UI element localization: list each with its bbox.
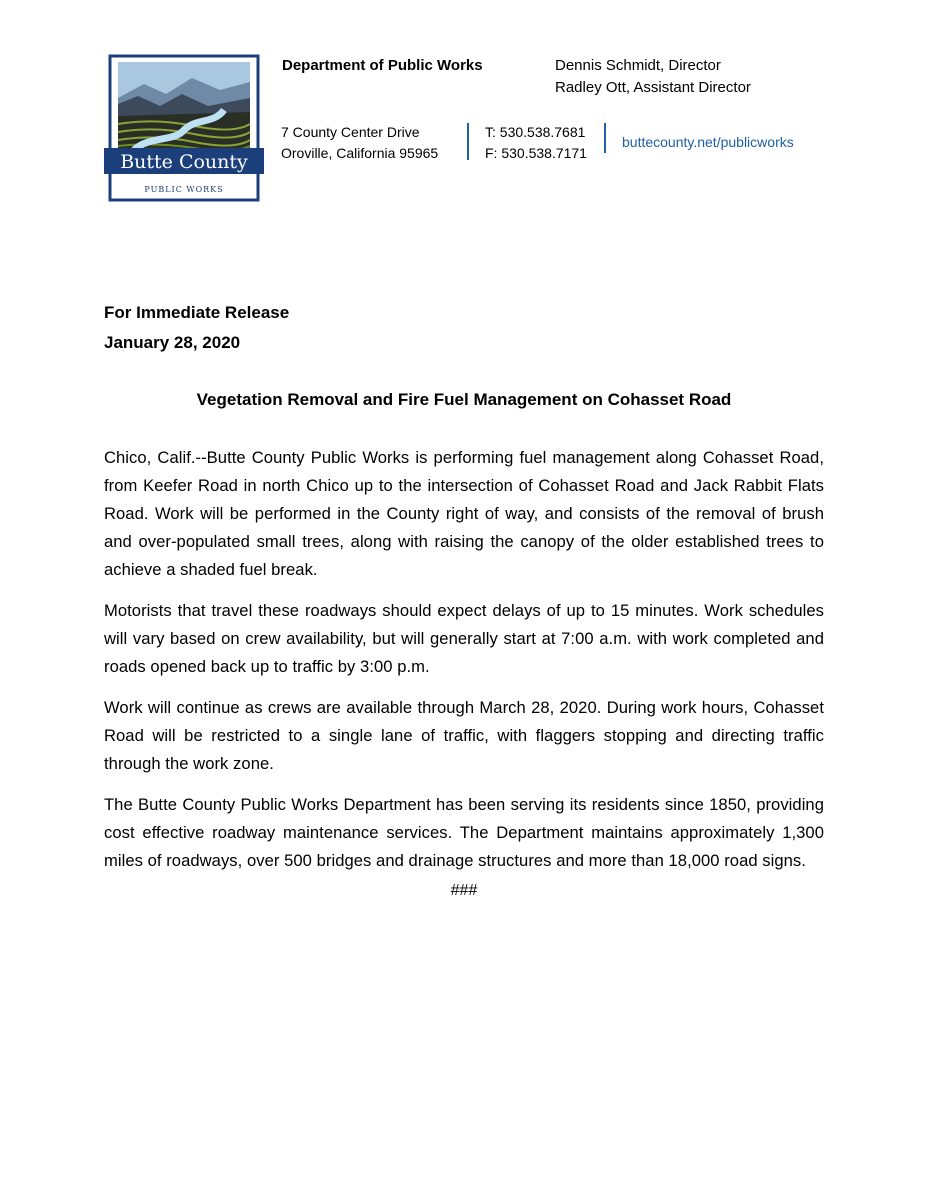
- fax-number: F: 530.538.7171: [485, 145, 587, 161]
- press-release-body: [104, 444, 824, 902]
- release-date: January 28, 2020: [104, 333, 241, 352]
- director-name: Dennis Schmidt, Director: [555, 57, 721, 74]
- address-line-2: Oroville, California 95965: [281, 145, 439, 161]
- assistant-director-name: Radley Ott, Assistant Director: [555, 79, 751, 96]
- department-name: Department of Public Works: [282, 57, 483, 74]
- body-paragraph: Chico, Calif.--Butte County Public Works is performing fuel management along Cohasset Road, from Keefer Road in north Chico up to the intersection of Cohasset Road and Jack Rabbit Flats Road. Work will be performed in the County right of way, and consists of the removal of brush and over-populated small trees, along with raising the canopy of the older established trees to achieve a shaded fuel break.: [104, 448, 824, 579]
- phone-number: T: 530.538.7681: [485, 124, 586, 140]
- release-label: For Immediate Release: [104, 303, 290, 322]
- logo-subtitle-text: PUBLIC WORKS: [144, 185, 224, 194]
- end-mark: ###: [450, 882, 478, 899]
- website-link[interactable]: buttecounty.net/publicworks: [622, 134, 794, 150]
- logo-title-text: Butte County: [120, 151, 248, 173]
- divider-bar: [604, 123, 606, 153]
- release-block: [104, 298, 289, 358]
- body-paragraph: The Butte County Public Works Department has been serving its residents since 1850, providing cost effective roadway maintenance services. The Department maintains approximately 1,300 miles of roadways, over 500 bridges and drainage structures and more than 18,000 road signs.: [104, 795, 824, 870]
- body-paragraph: Work will continue as crews are available through March 28, 2020. During work hours, Cohasset Road will be restricted to a single lane of traffic, with flaggers stopping and directing traffic through the work zone.: [104, 698, 824, 773]
- body-paragraph: Motorists that travel these roadways should expect delays of up to 15 minutes. Work schedules will vary based on crew availability, but will generally start at 7:00 a.m. with work completed and roads opened back up to traffic by 3:00 p.m.: [104, 601, 824, 676]
- butte-county-logo: [104, 54, 264, 202]
- address-line-1: 7 County Center Drive: [281, 124, 420, 140]
- divider-bar: [467, 123, 469, 160]
- press-release-title: Vegetation Removal and Fire Fuel Management on Cohasset Road: [196, 390, 732, 409]
